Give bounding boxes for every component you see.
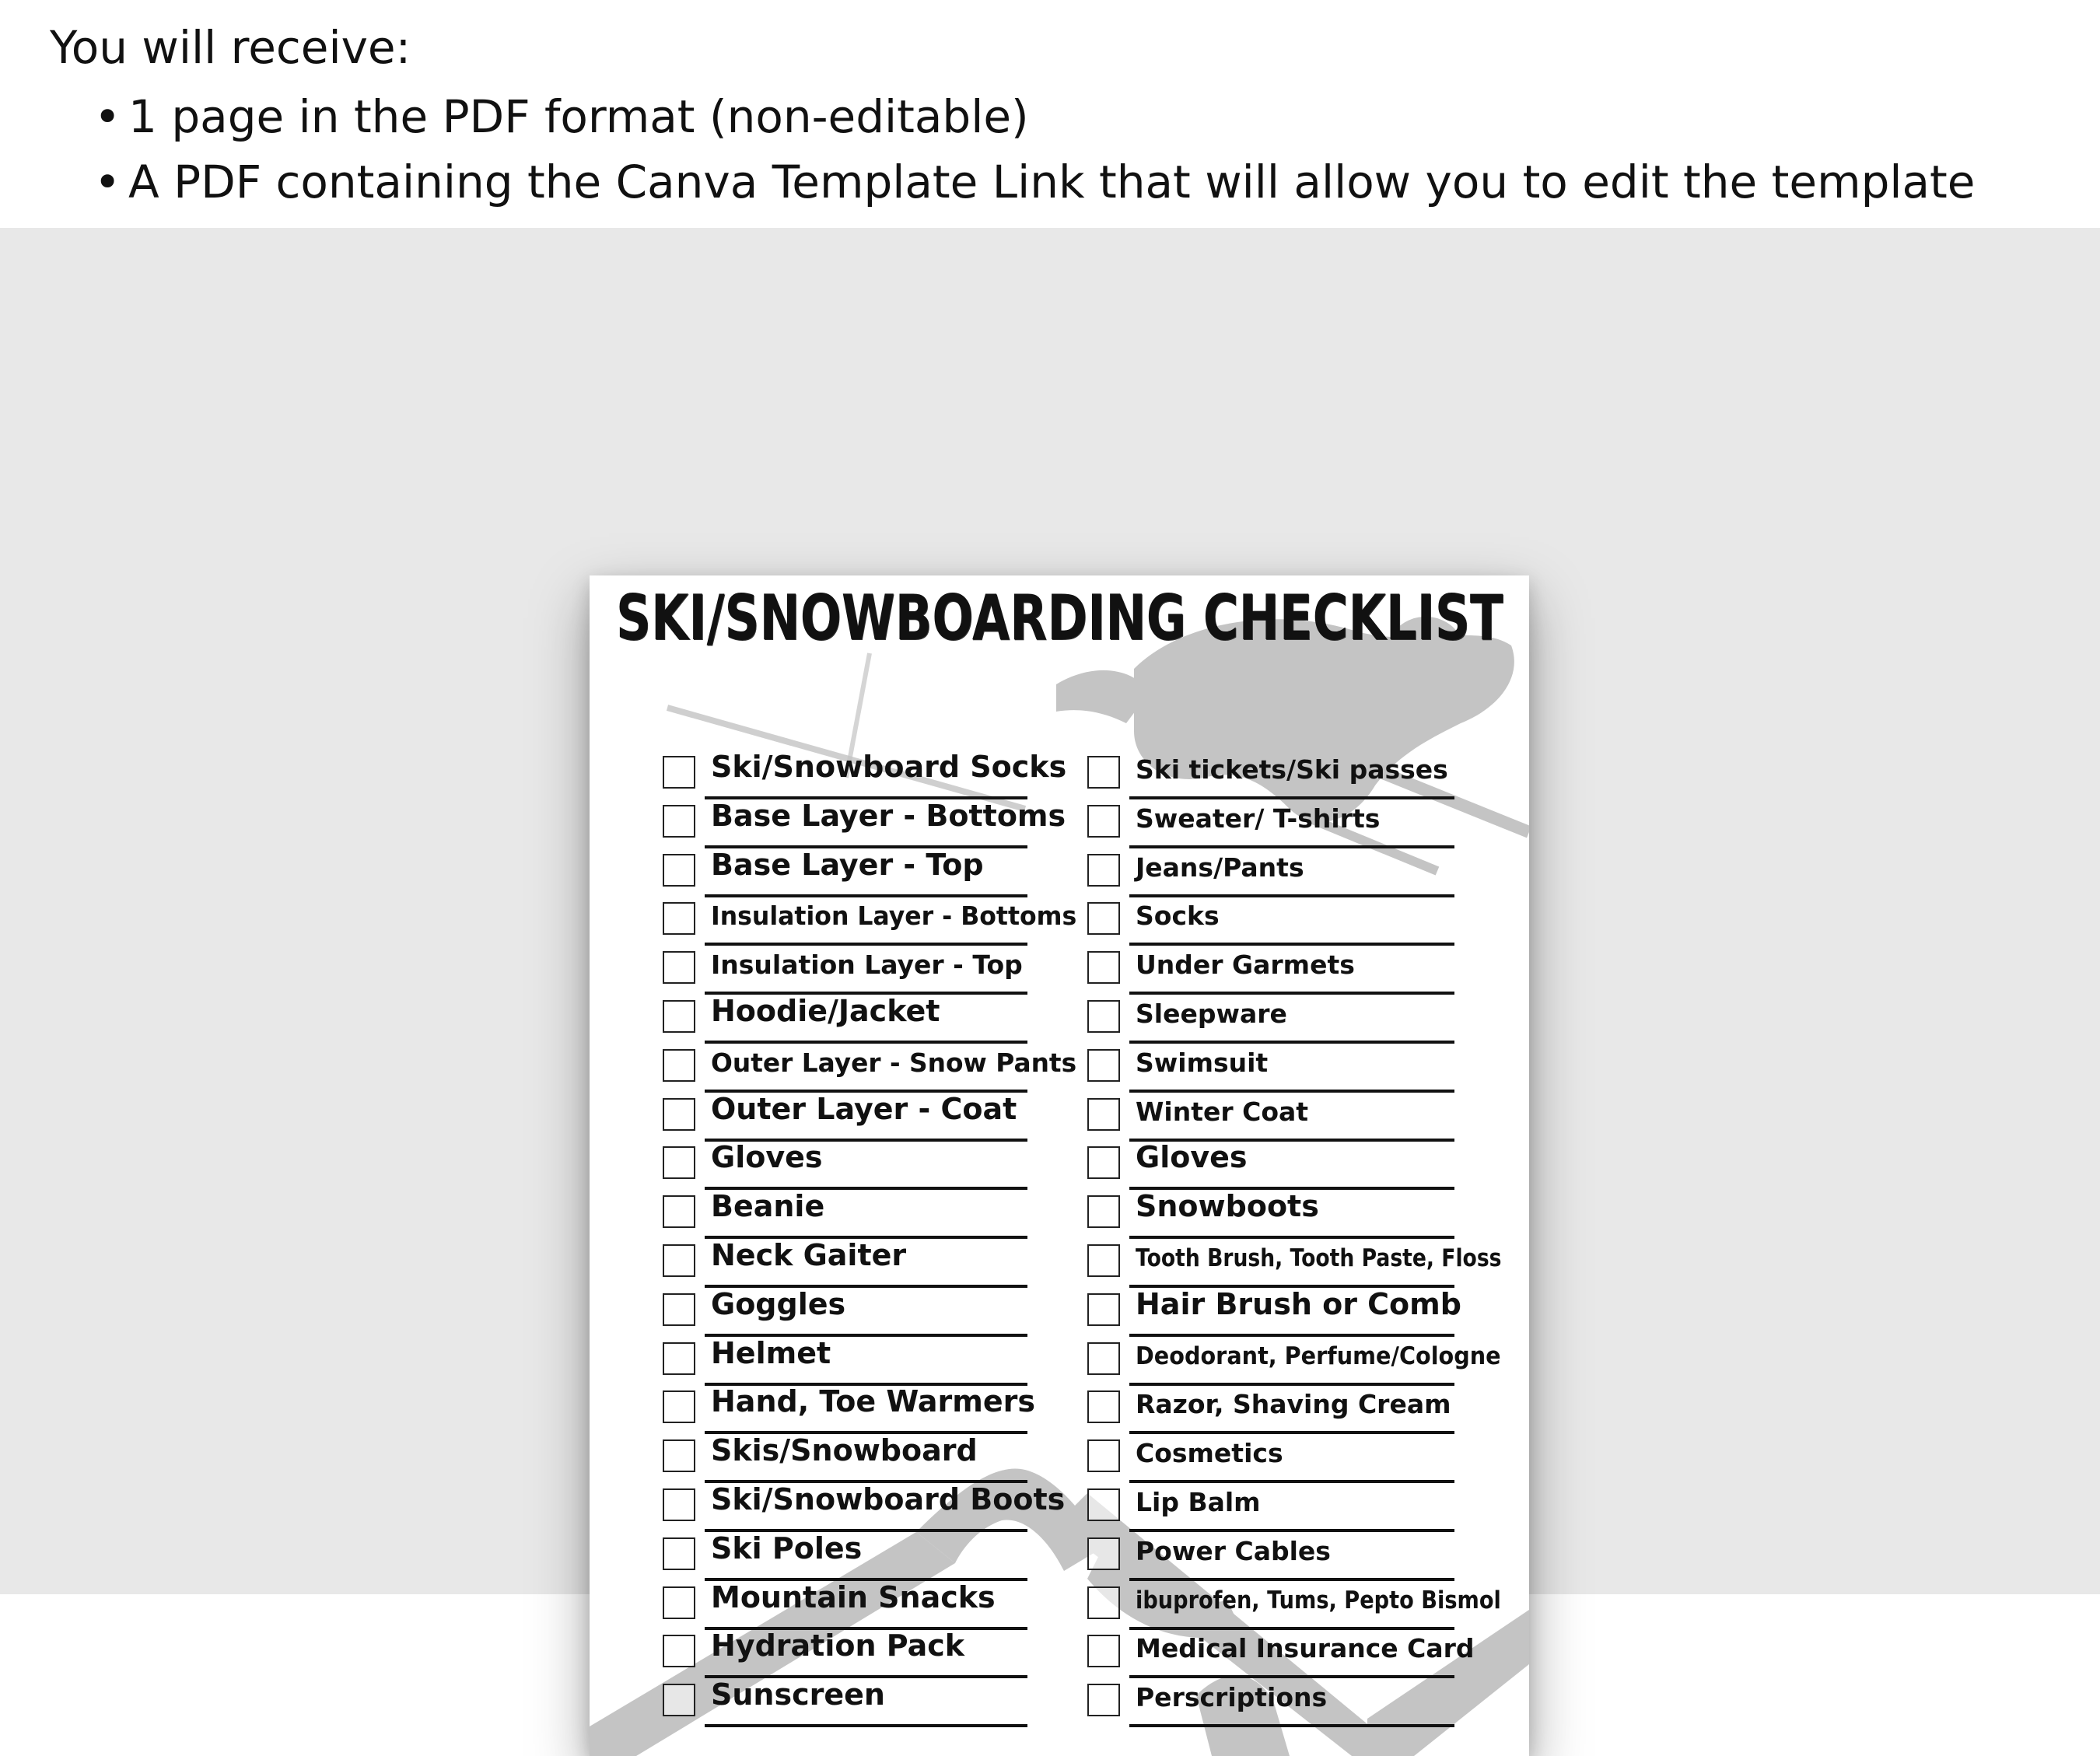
underline [1129,1431,1454,1434]
checklist-item-label: Hoodie/Jacket [711,993,940,1028]
info-item [89,84,1975,149]
checkbox[interactable] [663,1684,695,1716]
checkbox[interactable] [663,1342,695,1375]
checkbox[interactable] [1087,1488,1120,1521]
checklist-item-label: Swimsuit [1136,1047,1269,1078]
checklist-item-label: Medical Insurance Card [1136,1633,1475,1664]
checkbox[interactable] [663,1244,695,1277]
checklist-item-label: Hand, Toe Warmers [711,1384,1036,1419]
checkbox[interactable] [1087,1586,1120,1619]
checklist-item-label: Beanie [711,1189,825,1224]
checklist-item-label: Tooth Brush, Tooth Paste, Floss [1136,1244,1502,1272]
checklist-sheet [590,575,1529,1756]
checklist-item-label: Sweater/ T-shirts [1136,803,1381,834]
checklist-item-label: Hydration Pack [711,1628,965,1663]
checklist-item-label: Power Cables [1136,1535,1331,1566]
checkbox[interactable] [1087,1635,1120,1667]
checklist-item-label: ibuprofen, Tums, Pepto Bismol [1136,1586,1501,1614]
underline [1129,1383,1454,1386]
underline [1129,992,1454,995]
checkbox[interactable] [663,1439,695,1472]
checkbox[interactable] [663,1586,695,1619]
checkbox[interactable] [663,1000,695,1033]
info-heading: You will receive: [50,21,411,74]
underline [1129,1090,1454,1093]
checkbox[interactable] [1087,1244,1120,1277]
info-item [89,149,1975,215]
underline [1129,1480,1454,1483]
checklist-item-label: Insulation Layer - Bottoms [711,901,1077,932]
checklist-item-label: Goggles [711,1286,846,1321]
checkbox[interactable] [663,1635,695,1667]
checkbox[interactable] [663,902,695,935]
checklist-item-label: Mountain Snacks [711,1579,996,1614]
checkbox[interactable] [663,1146,695,1179]
checkbox[interactable] [1087,1000,1120,1033]
checklist-item-label: Cosmetics [1136,1438,1283,1469]
checklist-item-label: Gloves [711,1140,823,1175]
checklist-item-label: Lip Balm [1136,1486,1261,1517]
checklist-item-label: Ski tickets/Ski passes [1136,754,1448,785]
checklist-item-label: Winter Coat [1136,1096,1309,1127]
checkbox[interactable] [1087,1098,1120,1131]
checklist-item-label: Deodorant, Perfume/Cologne [1136,1341,1501,1370]
checklist-item-label: Gloves [1136,1140,1248,1175]
checklist-item-label: Outer Layer - Snow Pants [711,1047,1077,1078]
checklist-item-label: Under Garmets [1136,950,1355,981]
checklist-item-label: Ski Poles [711,1530,863,1565]
underline [1129,1578,1454,1581]
checklist-item-label: Perscriptions [1136,1682,1328,1713]
checkbox[interactable] [663,1195,695,1228]
checklist-item-label: Skis/Snowboard [711,1433,978,1468]
checkbox[interactable] [1087,854,1120,887]
checkbox[interactable] [1087,1390,1120,1423]
checkbox[interactable] [1087,1537,1120,1570]
checkbox[interactable] [663,1390,695,1423]
checkbox[interactable] [1087,1439,1120,1472]
checkbox[interactable] [1087,951,1120,984]
underline [705,943,1027,946]
underline [1129,1724,1454,1727]
preview-stage [0,228,2100,1713]
underline [1129,1627,1454,1630]
checklist-item-label: Razor, Shaving Cream [1136,1389,1451,1420]
underline [1129,1236,1454,1239]
checkbox[interactable] [1087,1684,1120,1716]
checklist-item-label: Base Layer - Bottoms [711,798,1066,833]
checkbox[interactable] [663,1537,695,1570]
underline [1129,845,1454,848]
underline [705,894,1027,897]
checkbox[interactable] [1087,1293,1120,1326]
checkbox[interactable] [663,756,695,789]
checklist-item-label: Neck Gaiter [711,1237,907,1272]
underline [705,1041,1027,1044]
checklist-item-label: Insulation Layer - Top [711,950,1023,981]
checklist-item-label: Ski/Snowboard Boots [711,1481,1066,1516]
bullet-icon: • [94,156,121,208]
bullet-icon: • [94,90,121,143]
info-band [0,0,2100,227]
checkbox[interactable] [663,1049,695,1082]
underline [1129,796,1454,799]
checkbox[interactable] [663,1488,695,1521]
checklist-item-label: Snowboots [1136,1189,1319,1224]
checkbox[interactable] [663,854,695,887]
underline [1129,943,1454,946]
checkbox[interactable] [663,805,695,838]
info-list [89,84,1975,215]
checkbox[interactable] [1087,1342,1120,1375]
checkbox[interactable] [663,1293,695,1326]
checklist-item-label: Sunscreen [711,1677,885,1712]
checkbox[interactable] [1087,1049,1120,1082]
checklist-title: SKI/SNOWBOARDING CHECKLIST [616,582,1503,654]
underline [1129,1334,1454,1337]
underline [1129,1041,1454,1044]
checklist-item-label: Base Layer - Top [711,847,984,882]
checkbox[interactable] [663,951,695,984]
checklist-item-label: Jeans/Pants [1136,852,1304,883]
checklist-item-label: Sleepware [1136,998,1287,1029]
underline [1129,1529,1454,1532]
checkbox[interactable] [1087,756,1120,789]
underline [1129,894,1454,897]
underline [705,1724,1027,1727]
checkbox[interactable] [1087,902,1120,935]
info-item-text: A PDF containing the Canva Template Link that will allow you to edit the template [128,156,1976,208]
checklist-item-label: Outer Layer - Coat [711,1091,1017,1126]
info-item-text: 1 page in the PDF format (non-editable) [128,90,1029,143]
checklist-item-label: Hair Brush or Comb [1136,1286,1461,1321]
checklist-item-label: Socks [1136,901,1220,932]
checklist-item-label: Helmet [711,1335,831,1370]
checkbox[interactable] [1087,805,1120,838]
underline [1129,1675,1454,1678]
checkbox[interactable] [663,1098,695,1131]
checkbox[interactable] [1087,1195,1120,1228]
checkbox[interactable] [1087,1146,1120,1179]
checklist-item-label: Ski/Snowboard Socks [711,750,1067,784]
